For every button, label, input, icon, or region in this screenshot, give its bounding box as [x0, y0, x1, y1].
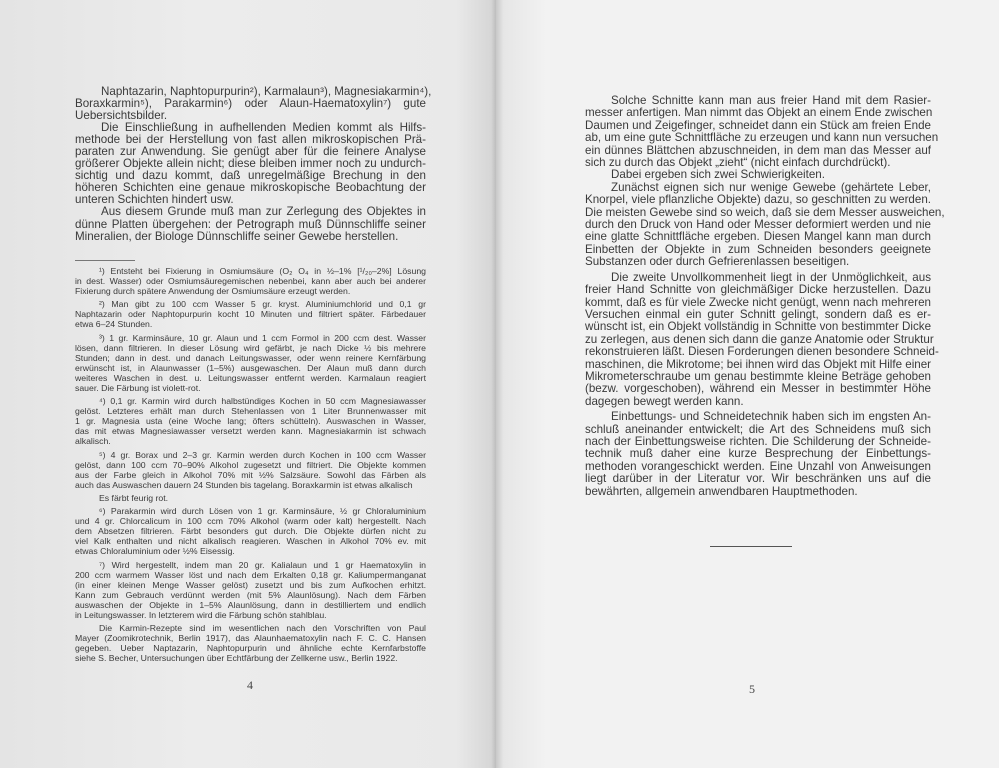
- text-line: dagegen bewegt werden kann.: [585, 394, 744, 408]
- text-line: Mineralien, der Biologe Dünnschliffe seiner Gewebe herstellen.: [75, 229, 399, 243]
- page-number-right: 5: [749, 682, 755, 696]
- left-page: [0, 0, 496, 768]
- text-line: das mit etwas Magnesiawasser versetzt werden kann. Magnesiakarmin ist schwach: [75, 426, 426, 437]
- text-line: etwas Chloraluminium oder ½% Eisessig.: [75, 546, 235, 557]
- text-line: ¹) Entsteht bei Fixierung in Osmiumsäure (O₂ O₄ in ½–1% [¹/₂₀–2%] Lösung: [99, 266, 426, 276]
- text-line: 200 ccm warmem Wasser löst und nach dem Erkalten 0,18 gr. Kaliumpermanganat: [75, 569, 426, 580]
- left-footnotes: [75, 266, 426, 666]
- text-line: methode bei der Herstellung von fast allen mikroskopischen Prä-: [75, 133, 426, 147]
- text-line: ⁷) Wird hergestellt, indem man 20 gr. Kalialaun und 1 gr Haematoxylin in: [99, 559, 426, 570]
- text-line: sichtig und dazu kommt, daß unregelmäßige Brechung in den: [75, 169, 426, 183]
- text-line: Dabei ergeben sich zwei Schwierigkeiten.: [611, 168, 825, 182]
- text-line: Naphtazarin oder Naphtopurpurin kocht 10 Minuten und filtriert später. Färbedauer: [75, 309, 426, 320]
- text-line: sauer. Die Färbung ist violett-rot.: [75, 382, 201, 393]
- text-line: (bezw. vorgeschoben), während ein Messer in bestimmter Höhe: [585, 382, 931, 396]
- text-line: Solche Schnitte kann man aus freier Hand mit dem Rasier-: [611, 94, 931, 107]
- text-line: Zunächst eignen sich nur wenige Gewebe (gehärtete Leber,: [611, 180, 931, 194]
- footnote: [75, 266, 426, 296]
- text-line: und 4 gr. Chlorcalicum in 100 ccm 70% Alkohol (warm oder kalt) hergestellt. Nach: [75, 516, 426, 527]
- text-line: technik muß daher eine kurze Besprechung der Einbettungs-: [585, 447, 931, 461]
- text-line: Naphtazarin, Naphtopurpurin²), Karmalaun³), Magnesiakarmin⁴),: [101, 85, 432, 98]
- text-line: maschinen, die Mikrotome; bei ihnen wird das Objekt mit Hilfe einer: [585, 357, 932, 371]
- text-line: freier Hand Schnitte von gleichmäßiger Dicke herzustellen. Dazu: [585, 283, 931, 297]
- footnote: [75, 450, 426, 490]
- paragraph: [585, 94, 939, 170]
- footnote: [75, 396, 426, 446]
- text-line: 1 gr. Magnesia usta (eine Woche lang; öfters schütteln). Auswaschen in Wasser,: [75, 416, 426, 427]
- text-line: bewährten, allgemein anwendbaren Hauptmethoden.: [585, 484, 858, 498]
- text-line: ab, um eine gute Schnittfläche zu erzeugen und kann nun versuchen: [585, 131, 939, 145]
- text-line: siehe S. Becher, Untersuchungen über Echtfärbung der Zellkerne usw., Berlin 1922.: [75, 653, 398, 664]
- text-line: durch den Druck von Hand oder Messer deformiert werden und nie: [585, 218, 931, 232]
- text-line: ³) 1 gr. Karminsäure, 10 gr. Alaun und 1 ccm Formol in 200 ccm dest. Wasser: [99, 332, 426, 343]
- text-line: alkalisch.: [75, 436, 111, 447]
- text-line: Mikrometerschraube um genau bestimmte kleine Beträge gehoben: [585, 369, 931, 383]
- paragraph: [585, 169, 931, 181]
- text-line: Die zweite Unvollkommenheit liegt in der Unmöglichkeit, aus: [611, 270, 931, 284]
- text-line: sich zu durch das Objekt „zieht“ (nicht einfach durchdrückt).: [585, 156, 891, 170]
- text-line: zu zerlegen, aus denen sich dann die ganze Anatomie oder Struktur: [585, 332, 934, 346]
- text-line: paraten zur Anwendung. Sie genügt aber für die feinere Analyse: [75, 145, 426, 159]
- text-line: eine glatte Schnittfläche ergeben. Diesen Mangel kann man durch: [585, 230, 931, 244]
- text-line: Die meisten Gewebe sind so weich, daß sie dem Messer ausweichen,: [585, 205, 945, 219]
- right-page: [496, 0, 999, 768]
- text-line: gelöst. Letzteres erhält man durch Stehenlassen von 1 Liter Brunnenwasser mit: [75, 406, 426, 417]
- text-line: in dest. Wasser) oder Osmiumsäuregemischen nebenbei, kann aber auch bei anderer: [75, 276, 426, 287]
- text-line: Daumen und Zeigefinger, schneidet dann ein Stück am freien Ende: [585, 118, 931, 132]
- paragraph: [75, 122, 426, 206]
- text-line: Uebersichtsbilder.: [75, 109, 168, 123]
- footnote: [75, 493, 426, 503]
- text-line: Die Einschließung in aufhellenden Medien kommt als Hilfs-: [101, 121, 426, 135]
- text-line: Kann zum Gebrauch verdünnt werden (mit 5% Alaunlösung). Nach dem Färben: [75, 589, 426, 600]
- paragraph: [75, 85, 432, 123]
- text-line: Knorpel, viele pflanzliche Objekte) dazu, so geschnitten zu werden.: [585, 193, 931, 207]
- left-body-text: [75, 85, 432, 243]
- text-line: etwa 6–24 Stunden.: [75, 319, 153, 330]
- text-line: gegeben. Ueber Naptazarin, Naphtopurpurin und ähnliche echte Kernfarbstoffe: [75, 643, 426, 654]
- section-end-rule: [710, 546, 792, 547]
- text-line: ⁶) Parakarmin wird durch Lösen von 1 gr. Karminsäure, ½ gr Chloraluminium: [99, 506, 426, 517]
- text-line: rekonstruieren läßt. Diesen Forderungen dienen besondere Schneid-: [585, 345, 939, 359]
- text-line: liegt darüber in der Literatur vor. Wir beschränken uns auf die: [585, 472, 931, 486]
- paragraph: [75, 206, 426, 242]
- text-line: methoden vorangeschickt werden. Eine Unzahl von Anweisungen: [585, 459, 931, 473]
- text-line: Boraxkarmin⁵), Parakarmin⁶) oder Alaun-Haematoxylin⁷) gute: [75, 97, 426, 111]
- text-line: größerer Objekte allein nicht; diese bleiben immer noch zu undurch-: [75, 157, 426, 171]
- text-line: ein dünnes Blättchen abzuschneiden, in dem man das Messer auf: [585, 143, 931, 157]
- text-line: schluß aneinander entwickelt; die Art des Schneidens muß sich: [585, 422, 931, 436]
- text-line: Substanzen oder durch Gefrierenlassen beseitigen.: [585, 255, 850, 269]
- footnote: [75, 560, 426, 620]
- text-line: Die Karmin-Rezepte sind im wesentlichen nach den Vorschriften von Paul: [99, 623, 426, 634]
- footnote-divider: [75, 260, 135, 261]
- text-line: unteren Schichten hindert usw.: [75, 193, 234, 207]
- text-line: Es färbt feurig rot.: [99, 492, 169, 503]
- text-line: wünscht ist, ein Objekt vollständig in Schnitte von bestimmter Dicke: [585, 320, 932, 334]
- text-line: Aus diesem Grunde muß man zur Zerlegung des Objektes in: [101, 205, 426, 219]
- text-line: ⁵) 4 gr. Borax und 2–3 gr. Karmin werden durch Kochen in 100 ccm Wasser: [99, 449, 426, 460]
- text-line: ⁴) 0,1 gr. Karmin wird durch halbstündiges Kochen in 50 ccm Magnesiawasser: [99, 396, 426, 407]
- text-line: nach der Einbettungsweise richten. Die Schilderung der Schneide-: [585, 434, 931, 448]
- text-line: Fixierung durch spätere Anwendung der Osmiumsäure erzeugt werden.: [75, 286, 351, 297]
- text-line: gelöst, dann 100 ccm 70–90% Alkohol zugesetzt und filtriert. Die Objekte kommen: [75, 459, 426, 470]
- text-line: kommt, daß es für viele Zwecke nicht genügt, wenn nach mehreren: [585, 295, 931, 309]
- text-line: auswaschen der Objekte in 1–5% Alaunlösung, dann in destilliertem und endlich: [75, 599, 426, 610]
- text-line: dem Absetzen filtrieren. Färbt besonders gut durch. Die Objekte dürfen nicht zu: [75, 526, 426, 537]
- text-line: aus der Farbe gleich in Alkohol 70% mit ½% Salzsäure. Sowohl das Färben als: [75, 469, 426, 480]
- text-line: lösen, dann filtrieren. In dieser Lösung wird gefärbt, je nach Dicke ½ bis mehrere: [75, 342, 426, 353]
- paragraph: [585, 411, 931, 498]
- text-line: ²) Man gibt zu 100 ccm Wasser 5 gr. kryst. Aluminiumchlorid und 0,1 gr: [99, 299, 426, 310]
- footnote: [75, 299, 426, 329]
- text-line: Einbettungs- und Schneidetechnik haben sich im engsten An-: [611, 410, 931, 424]
- text-line: Versuchen einmal ein guter Schnitt gelingt, sondern daß es er-: [585, 307, 931, 321]
- text-line: dünne Platten übergehen: der Petrograph muß Dünnschliffe seiner: [75, 217, 426, 231]
- right-body-text: [585, 94, 945, 501]
- text-line: (in einer kleinen Menge Wasser gelöst) zusetzt und bis zum Aufkochen erhitzt.: [75, 579, 426, 590]
- text-line: Mayer (Zoomikrotechnik, Berlin 1917), das Alaunhaematoxylin nach F. C. C. Hansen: [75, 633, 426, 644]
- text-line: Einbetten der Objekte in zum Schneiden besonders geeignete: [585, 242, 931, 256]
- footnote: [75, 623, 426, 663]
- text-line: in Leitungswasser. In letzterem wird die Färbung schön stahlblau.: [75, 609, 327, 620]
- text-line: Stunden; dann in dest. und danach Leitungswasser, oder wenn reinere Kernfärbung: [75, 352, 426, 363]
- footnote: [75, 506, 426, 556]
- text-line: erwünscht ist, in Alaunwasser (1–5%) ausgewaschen. Der Alaun muß dann durch: [75, 362, 426, 373]
- text-line: messer anfertigen. Man nimmt das Objekt an einem Ende zwischen: [585, 106, 933, 120]
- paragraph: [585, 270, 939, 408]
- text-line: auch das Auswaschen dauern 24 Stunden bis tagelang. Boraxkarmin ist etwas alkalisch: [75, 479, 413, 490]
- text-line: höheren Schichten eine genaue mikroskopische Beobachtung der: [75, 181, 426, 195]
- page-number-left: 4: [247, 678, 253, 692]
- text-line: viel Kalk enthalten und nicht alkalisch reagieren. Waschen in Alkohol 70% ev. mit: [75, 536, 426, 547]
- footnote: [75, 333, 426, 393]
- text-line: weiteres Waschen in dest. u. Leitungswasser entfernt werden. Karmalaun reagiert: [75, 372, 426, 383]
- paragraph: [585, 180, 945, 269]
